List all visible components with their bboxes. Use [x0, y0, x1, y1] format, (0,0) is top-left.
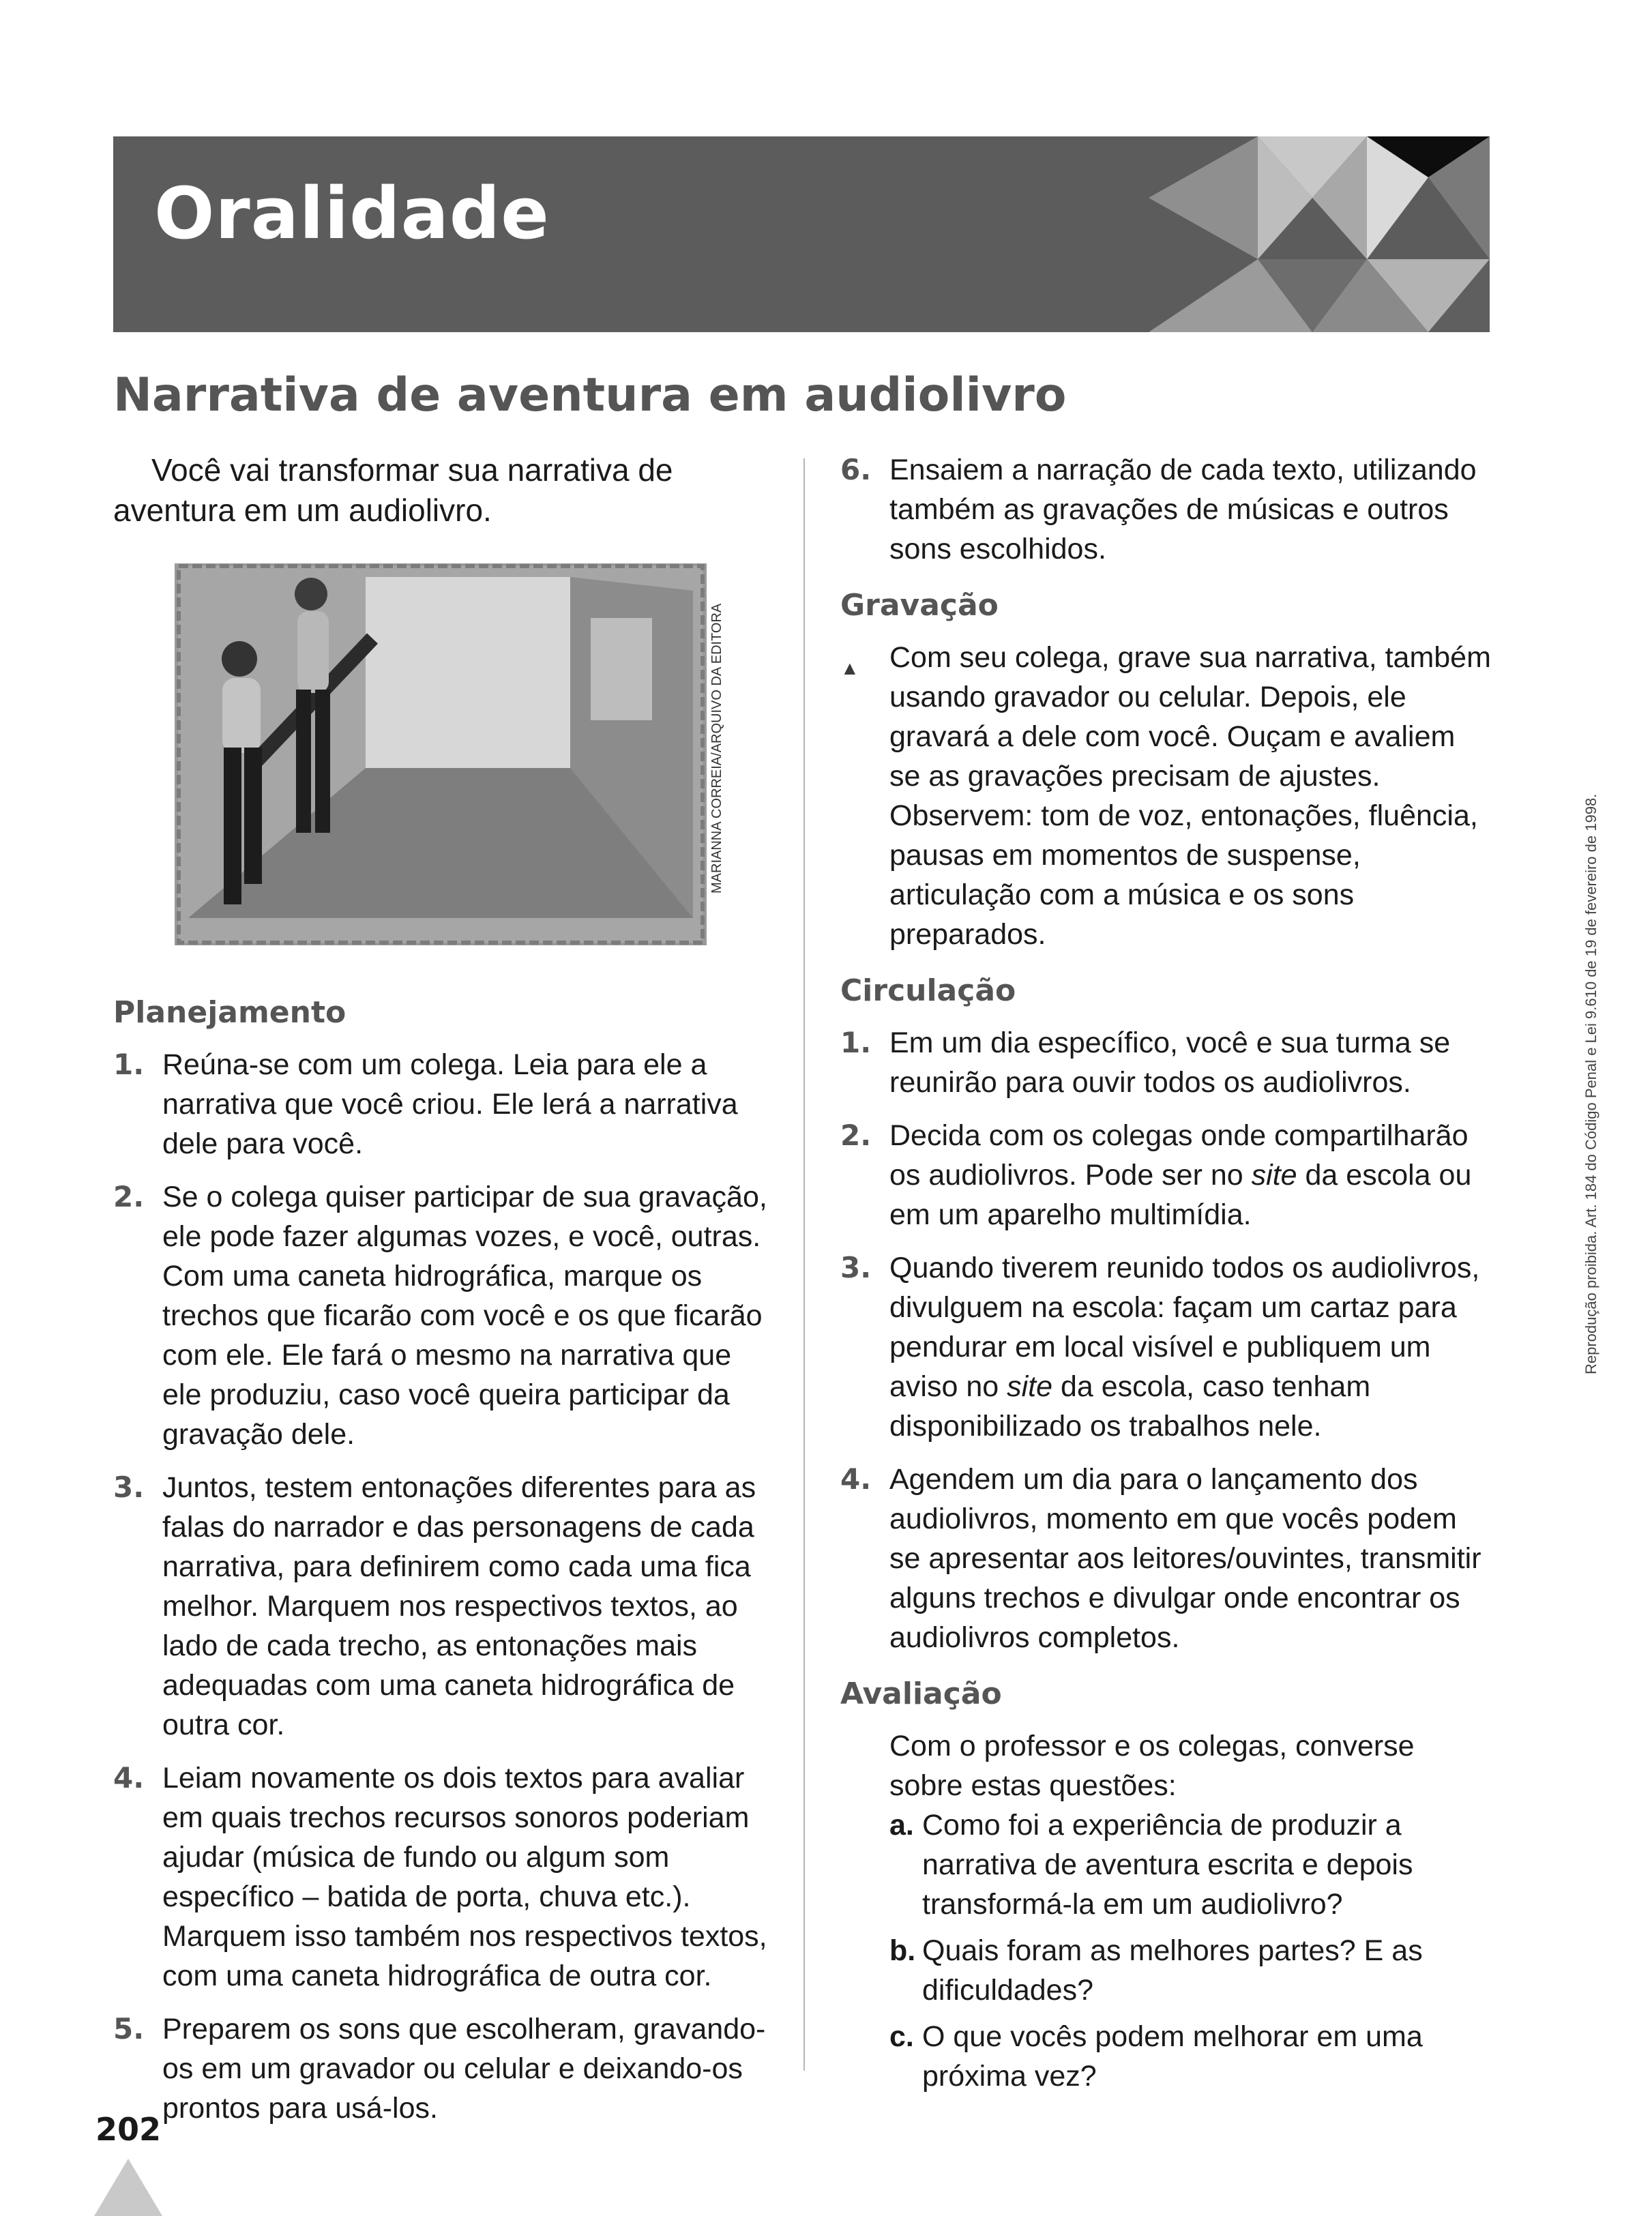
- item-text: da escola ou em um aparelho multimídia.: [889, 1159, 1472, 1231]
- item-text-italic: site: [1251, 1159, 1297, 1192]
- list-item: [840, 1116, 1492, 1235]
- item-text: Reúna-se com um colega. Leia para ele a narrativa que você criou. Ele lerá a narrativa dele para você.: [162, 1048, 738, 1160]
- circulacao-list: [840, 1023, 1492, 1657]
- item-text: da escola, caso tenham disponibilizado os trabalhos nele.: [889, 1370, 1371, 1443]
- item-number: 4.: [113, 1761, 145, 1794]
- item-number: 3.: [113, 1471, 145, 1504]
- corner-triangle-decoration: [94, 2159, 162, 2216]
- gravacao-item: [840, 638, 1492, 954]
- item-text: Quais foram as melhores partes? E as dificuldades?: [922, 1934, 1423, 2007]
- section-title: Narrativa de aventura em audiolivro: [113, 368, 1067, 422]
- item-text: Agendem um dia para o lançamento dos audiolivros, momento em que vocês podem se apresentar aos leitores/ouvintes, transmitir alguns trechos e divulgar onde encontrar os audiolivros completos.: [889, 1463, 1481, 1654]
- item-text: Em um dia específico, você e sua turma se reunirão para ouvir todos os audiolivros.: [889, 1026, 1451, 1099]
- item-text: Preparem os sons que escolheram, gravando-os em um gravador ou celular e deixando-os prontos para usá-los.: [162, 2013, 766, 2125]
- banner-geometric-art: [1149, 136, 1490, 332]
- list-item: [840, 1931, 1492, 2010]
- list-item: [840, 1023, 1492, 1102]
- list-item: [113, 1045, 768, 1164]
- item-text: Juntos, testem entonações diferentes para as falas do narrador e das personagens de cada narrativa, para definirem como cada uma fica melhor. Marquem nos respectivos textos, ao lado de cada trecho, as entonações mais adequadas com uma caneta hidrográfica de outra cor.: [162, 1471, 756, 1741]
- item-text: Quando tiverem reunido todos os audiolivros, divulguem na escola: façam um cartaz para pendurar em local visível e publiquem um aviso no: [889, 1252, 1480, 1403]
- planejamento-list: [113, 1045, 768, 2128]
- triangle-bullet-icon: ▲: [840, 658, 859, 679]
- gravacao-heading: Gravação: [840, 588, 999, 623]
- planejamento-heading: Planejamento: [113, 995, 346, 1030]
- page-number: 202: [95, 2111, 162, 2148]
- item-text: O que vocês podem melhorar em uma próxima vez?: [922, 2020, 1423, 2093]
- planejamento-list-continued: [840, 450, 1492, 569]
- column-divider: [803, 458, 805, 2071]
- list-item: [840, 450, 1492, 569]
- avaliacao-intro: Com o professor e os colegas, converse sobre estas questões:: [889, 1730, 1415, 1802]
- item-number: 6.: [840, 453, 872, 486]
- illustration-image: [175, 563, 707, 945]
- intro-paragraph: Você vai transformar sua narrativa de aventura em um audiolivro.: [113, 452, 673, 528]
- right-column: [840, 450, 1492, 2103]
- item-number: 2.: [113, 1180, 145, 1213]
- list-item: [840, 1248, 1492, 1446]
- item-number: 4.: [840, 1462, 872, 1496]
- list-item: [113, 1758, 768, 1996]
- list-item: [113, 2009, 768, 2128]
- avaliacao-list: [840, 1805, 1492, 2096]
- item-text: Leiam novamente os dois textos para avaliar em quais trechos recursos sonoros poderiam ajudar (música de fundo ou algum som específico – batida de porta, chuva etc.). Marquem isso também nos respectivos textos, com uma caneta hidrográfica de outra cor.: [162, 1762, 767, 1992]
- item-number: 3.: [840, 1251, 872, 1284]
- avaliacao-heading: Avaliação: [840, 1676, 1002, 1711]
- item-number: 1.: [840, 1026, 872, 1059]
- item-text: Se o colega quiser participar de sua gravação, ele pode fazer algumas vozes, e você, outras. Com uma caneta hidrográfica, marque os trechos que ficarão com você e os que ficarão com ele. Ele fará o mesmo na narrativa que ele produziu, caso você queira participar da gravação dele.: [162, 1181, 767, 1451]
- left-column: [113, 450, 768, 2142]
- illustration-credit: MARIANNA CORREIA/ARQUIVO DA EDITORA: [709, 603, 724, 893]
- list-item: [840, 2017, 1492, 2096]
- item-text: Decida com os colegas onde compartilharão os audiolivros. Pode ser no: [889, 1119, 1469, 1192]
- circulacao-heading: Circulação: [840, 973, 1016, 1008]
- item-text: Ensaiem a narração de cada texto, utilizando também as gravações de músicas e outros sons escolhidos.: [889, 454, 1477, 565]
- list-item: [113, 1177, 768, 1454]
- chapter-title: Oralidade: [154, 172, 550, 255]
- item-text: Com seu colega, grave sua narrativa, também usando gravador ou celular. Depois, ele gravará a dele com você. Ouçam e avaliem se as gravações precisam de ajustes. Observem: tom de voz, entonações, fluência, pausas em momentos de suspense, articulação com a música e os sons preparados.: [889, 641, 1491, 951]
- item-letter: b.: [889, 1934, 916, 1967]
- item-text: Como foi a experiência de produzir a narrativa de aventura escrita e depois transformá-la em um audiolivro?: [922, 1809, 1413, 1921]
- list-item: [840, 1460, 1492, 1657]
- list-item: [840, 1805, 1492, 1924]
- chapter-banner: [113, 136, 1490, 332]
- item-number: 2.: [840, 1119, 872, 1152]
- legal-notice: Reprodução proibida. Art. 184 do Código Penal e Lei 9.610 de 19 de fevereiro de 1998.: [1582, 793, 1599, 1374]
- item-text-italic: site: [1007, 1370, 1053, 1403]
- item-number: 1.: [113, 1048, 145, 1081]
- item-letter: a.: [889, 1809, 914, 1842]
- item-number: 5.: [113, 2012, 145, 2045]
- item-letter: c.: [889, 2020, 914, 2053]
- list-item: [113, 1468, 768, 1745]
